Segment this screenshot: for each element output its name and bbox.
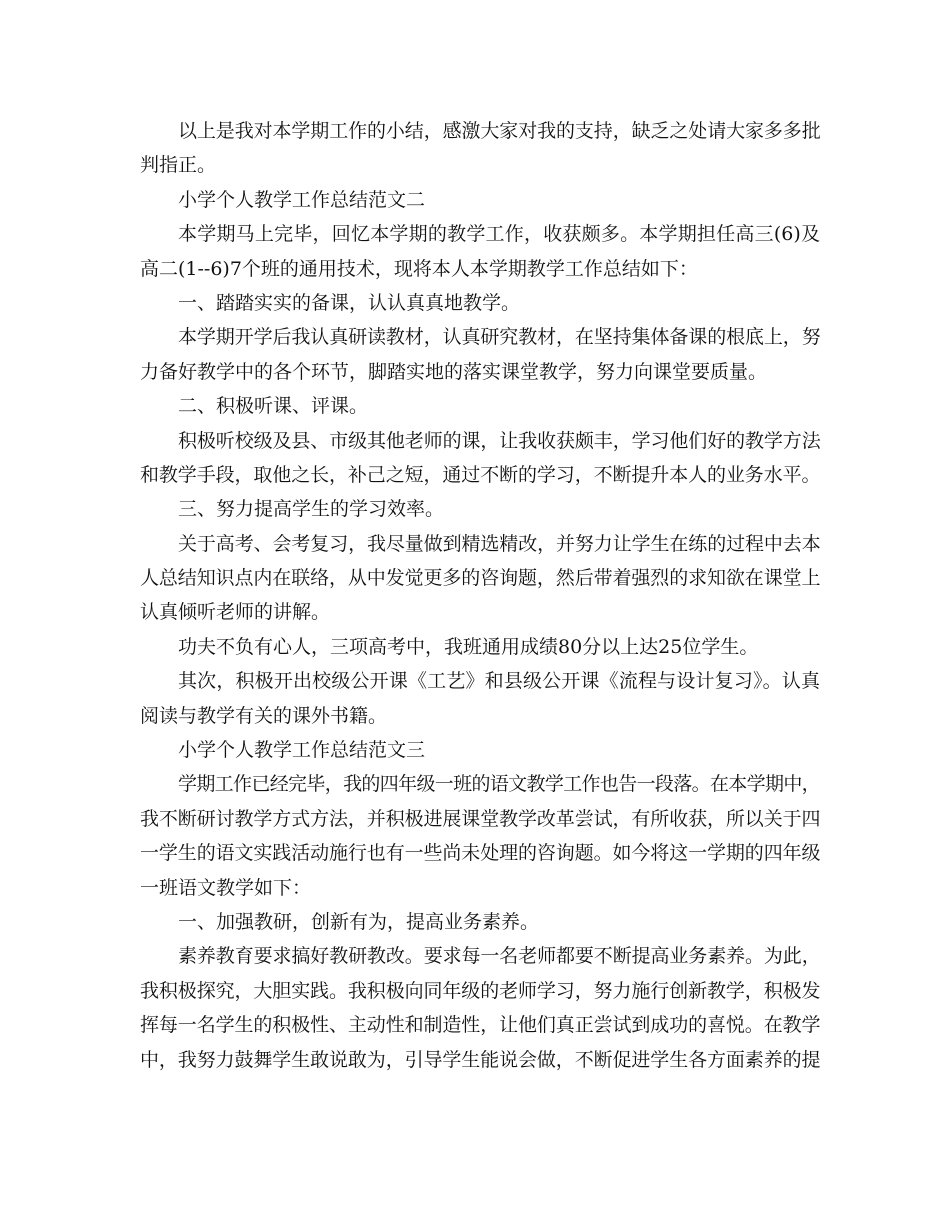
text-line: 关于高考、会考复习，我尽量做到精选精改，并努力让学生在练的过程中去本 bbox=[178, 532, 821, 555]
text-line: 我积极探究，大胆实践。我积极向同年级的老师学习，努力施行创新教学，积极发 bbox=[140, 979, 821, 1002]
text-line: 阅读与教学有关的课外书籍。 bbox=[140, 704, 388, 727]
text-line: 认真倾听老师的讲解。 bbox=[140, 601, 331, 624]
text-line: 小学个人教学工作总结范文三 bbox=[178, 739, 426, 762]
text-line: 判指正。 bbox=[140, 154, 217, 177]
text-line: 一学生的语文实践活动施行也有一些尚未处理的咨询题。如今将这一学期的四年级 bbox=[140, 842, 821, 865]
text-line: 功夫不负有心人，三项高考中，我班通用成绩80分以上达25位学生。 bbox=[178, 635, 759, 658]
text-line: 素养教育要求搞好教研教改。要求每一名老师都要不断提高业务素养。为此， bbox=[178, 945, 821, 968]
text-line: 力备好教学中的各个环节，脚踏实地的落实课堂教学，努力向课堂要质量。 bbox=[140, 360, 768, 383]
text-line: 学期工作已经完毕，我的四年级一班的语文教学工作也告一段落。在本学期中， bbox=[178, 773, 820, 796]
text-line: 积极听校级及县、市级其他老师的课，让我收获颇丰，学习他们好的教学方法 bbox=[178, 429, 821, 452]
text-line: 挥每一名学生的积极性、主动性和制造性，让他们真正尝试到成功的喜悦。在教学 bbox=[140, 1014, 821, 1037]
document-body bbox=[140, 114, 820, 1077]
text-line: 中，我努力鼓舞学生敢说敢为，引导学生能说会做，不断促进学生各方面素养的提 bbox=[140, 1048, 821, 1071]
text-line: 二、积极听课、评课。 bbox=[178, 395, 369, 418]
text-line: 和教学手段，取他之长，补己之短，通过不断的学习，不断提升本人的业务水平。 bbox=[140, 463, 821, 486]
text-line: 小学个人教学工作总结范文二 bbox=[178, 188, 426, 211]
text-line: 其次，积极开出校级公开课《工艺》和县级公开课《流程与设计复习》。认真 bbox=[178, 670, 820, 693]
text-line: 人总结知识点内在联络，从中发觉更多的咨询题，然后带着强烈的求知欲在课堂上 bbox=[140, 567, 821, 590]
text-line: 以上是我对本学期工作的小结，感激大家对我的支持，缺乏之处请大家多多批 bbox=[178, 120, 821, 142]
text-line: 一、踏踏实实的备课，认认真真地教学。 bbox=[178, 291, 521, 314]
text-line: 一、加强教研，创新有为，提高业务素养。 bbox=[178, 910, 540, 933]
text-line: 本学期开学后我认真研读教材，认真研究教材，在坚持集体备课的根底上，努 bbox=[178, 326, 821, 349]
text-line: 一班语文教学如下： bbox=[140, 876, 312, 899]
text-line: 三、努力提高学生的学习效率。 bbox=[178, 498, 445, 521]
text-line: 高二(1--6)7个班的通用技术，现将本人本学期教学工作总结如下： bbox=[140, 257, 698, 280]
text-line: 我不断研讨教学方式方法，并积极进展课堂教学改革尝试，有所收获，所以关于四 bbox=[140, 807, 821, 830]
text-line: 本学期马上完毕，回忆本学期的教学工作，收获颇多。本学期担任高三(6)及 bbox=[178, 223, 820, 246]
